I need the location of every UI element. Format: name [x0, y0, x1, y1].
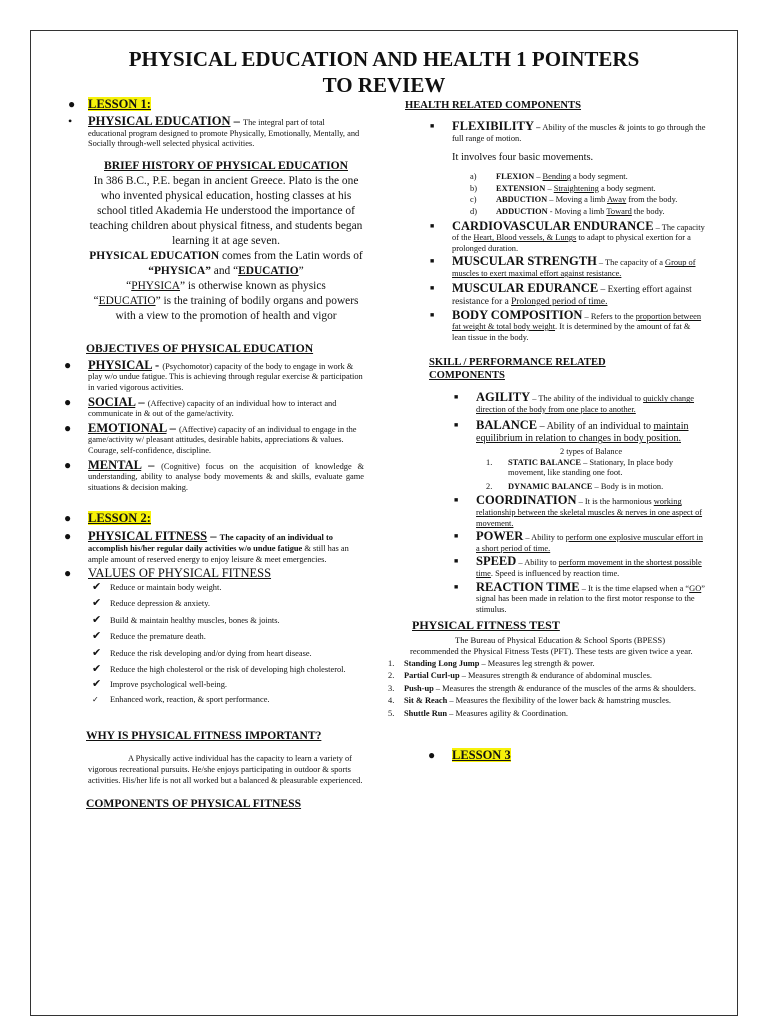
objective-term: SOCIAL	[88, 394, 136, 409]
power-text: – Ability to	[523, 533, 566, 543]
objective-emotional	[64, 420, 364, 457]
item-number: 1.	[388, 658, 395, 668]
square-bullet-icon: ■	[454, 532, 459, 541]
endurance-text: – Exerting effort against resistance for a	[452, 284, 692, 307]
bodycomp-term: BODY COMPOSITION	[452, 307, 583, 322]
movement-term: EXTENSION	[496, 183, 546, 193]
speed-text-a: – Ability to	[516, 558, 559, 568]
bodycomp-text-a: – Refers to the	[582, 311, 636, 321]
objective-dash: –	[141, 457, 162, 472]
why-text: A Physically active individual has the capacity to learn a variety of vigorous recreational pursuits. He/she enjoys participating in outdoor & sports activities. His/her life is not all worked but a balanced & pleasurable experienced.	[88, 754, 363, 785]
test-term: Partial Curl-up	[404, 671, 460, 681]
title-line-2: TO REVIEW	[322, 73, 446, 97]
reaction-term: REACTION TIME	[476, 579, 580, 594]
pe-dash: –	[230, 114, 243, 128]
value-text: Build & maintain healthy muscles, bones & joints.	[110, 615, 280, 625]
square-bullet-icon: ■	[454, 496, 459, 505]
balance-type-text: – Stationary, In place body movement, like standing one foot.	[508, 457, 674, 478]
objective-social	[64, 394, 364, 420]
value-text: Improve psychological well-being.	[110, 680, 227, 690]
movement-rest: the body.	[631, 206, 665, 216]
cardio-text-b: to adapt to physical exertion for a prolonged duration.	[452, 233, 691, 253]
list-item	[470, 172, 706, 183]
check-icon: ✔	[92, 580, 102, 593]
movement-rest: a body segment.	[598, 183, 656, 193]
movement-term: ABDUCTION	[496, 195, 548, 205]
endurance-keyword: Prolonged period of time.	[511, 296, 608, 307]
check-icon: ✔	[92, 647, 102, 660]
bullet-icon: ●	[64, 457, 72, 472]
movement-keyword: Away	[606, 195, 627, 205]
bullet-icon: ●	[64, 420, 72, 435]
balance-type-text: – Body is in motion.	[592, 481, 664, 491]
health-heading: HEALTH RELATED COMPONENTS	[405, 100, 582, 111]
check-icon: ✔	[92, 630, 102, 643]
educatio-rest: ” is the training of bodily organs and powers with a view to the promotion of health and vigor	[115, 294, 359, 322]
list-item	[92, 580, 364, 594]
flexibility-text: Ability of the muscles & joints to go through the full range of motion.	[452, 123, 706, 143]
list-item	[92, 613, 364, 627]
objective-text: (Affective) capacity of an individual how to interact and communicate in & out of the game/activity.	[88, 398, 337, 419]
objective-term: PHYSICAL	[88, 357, 152, 372]
check-icon: ✔	[92, 662, 102, 675]
item-number: 5.	[388, 708, 395, 718]
square-bullet-icon: ■	[454, 393, 459, 402]
test-text: – Measures the flexibility of the lower back & hamstring muscles.	[447, 696, 672, 706]
objective-dash: –	[135, 394, 148, 409]
list-item	[92, 694, 364, 706]
flexibility-dash: –	[533, 123, 543, 132]
objective-physical	[64, 357, 364, 394]
list-item	[92, 597, 364, 610]
list-item	[486, 481, 706, 493]
lesson-2-label: LESSON 2:	[88, 511, 151, 526]
right-column	[388, 99, 706, 766]
test-intro: The Bureau of Physical Education & School Sports (BPESS) recommended the Physical Fitness Tests (PFT). These tests are given twice a year.	[410, 635, 693, 656]
movement-rest: a body segment.	[570, 172, 628, 182]
speed-text-b: . Speed is influenced by reaction time.	[490, 569, 620, 579]
objective-dash: –	[166, 420, 179, 435]
value-text: Reduce or maintain body weight.	[110, 582, 222, 592]
movement-dash: – Moving a limb	[547, 195, 607, 205]
movement-dash: - Moving a limb	[547, 206, 607, 216]
speed-item	[454, 554, 706, 579]
skill-heading: SKILL / PERFORMANCE RELATED COMPONENTS	[429, 357, 606, 382]
list-item	[92, 678, 364, 691]
square-bullet-icon: ■	[430, 122, 435, 130]
pf-dash: –	[207, 529, 220, 544]
lesson-3-row	[428, 747, 706, 766]
value-text: Reduce the high cholesterol or the risk of developing high cholesterol.	[110, 664, 346, 674]
health-list	[388, 121, 706, 144]
coordination-term: COORDINATION	[476, 493, 577, 508]
bodycomp-item	[430, 307, 706, 344]
pe-text: The integral part of total educational program designed to promote Physically, Emotionally, Mentally, and Socially through-well selected physical activities.	[88, 118, 360, 149]
movement-keyword: Straightening	[553, 183, 599, 193]
origin-term: PHYSICAL EDUCATION	[89, 249, 220, 262]
strength-item	[430, 254, 706, 279]
balance-type-term: DYNAMIC BALANCE	[508, 481, 593, 491]
pf-bold-text: The capacity of an individual to accomplish his/her regular daily activities w/o undue fatigue	[88, 533, 333, 553]
test-term: Shuttle Run	[404, 708, 448, 718]
physica-word: PHYSICA	[131, 279, 180, 292]
list-item	[486, 457, 706, 479]
tests-list	[388, 659, 706, 720]
balance-types-list	[476, 458, 706, 493]
lesson-3-label: LESSON 3	[452, 747, 511, 762]
coordination-text: – It is the harmonious	[576, 497, 654, 507]
bullet-icon: ●	[428, 747, 436, 762]
item-letter: b)	[470, 183, 477, 193]
bullet-icon: ●	[64, 529, 72, 544]
power-term: POWER	[476, 529, 524, 544]
test-text: – Measures leg strength & power.	[479, 658, 595, 668]
value-text: Reduce depression & anxiety.	[110, 599, 210, 609]
movements-intro: It involves four basic movements.	[452, 152, 594, 164]
strength-term: MUSCULAR STRENGTH	[452, 254, 597, 269]
origin-and: and “	[210, 264, 239, 277]
bullet-icon: ●	[64, 566, 72, 581]
check-icon: ✔	[92, 678, 102, 691]
values-heading-row	[64, 566, 364, 581]
movement-term: ADDUCTION	[496, 206, 548, 216]
strength-text: – The capacity of a	[596, 258, 666, 268]
coordination-keyword: working relationship between the skeletal muscles & nerves in one aspect of movement.	[476, 497, 703, 528]
endurance-item	[430, 280, 706, 308]
cardio-term: CARDIOVASCULAR ENDURANCE	[452, 218, 654, 233]
bodycomp-keyword: proportion between fat weight & total body weight	[452, 311, 702, 332]
square-bullet-icon: ■	[430, 257, 435, 266]
balance-text: – Ability of an individual to	[537, 420, 654, 432]
lesson-2-row	[64, 511, 364, 529]
pf-definition	[64, 529, 364, 565]
test-text: – Measures agility & Coordination.	[447, 708, 569, 718]
item-number: 3.	[388, 683, 395, 693]
objective-term: EMOTIONAL	[88, 420, 167, 435]
test-text: – Measures strength & endurance of abdominal muscles.	[459, 671, 652, 681]
physica-text	[88, 279, 364, 294]
flexibility-term: FLEXIBILITY	[452, 119, 534, 133]
flexibility-item	[430, 119, 706, 144]
educatio-text	[88, 294, 364, 324]
list-item	[388, 696, 706, 707]
skill-list	[388, 392, 706, 615]
bullet-icon: ●	[64, 357, 72, 372]
movement-keyword: Bending	[542, 172, 571, 182]
square-bullet-icon: ■	[454, 557, 459, 566]
speed-term: SPEED	[476, 554, 517, 569]
components-heading: COMPONENTS OF PHYSICAL FITNESS	[86, 797, 302, 811]
movement-term: FLEXION	[496, 172, 535, 182]
agility-term: AGILITY	[476, 390, 531, 405]
health-list-2	[388, 218, 706, 344]
value-text: Reduce the risk developing and/or dying from heart disease.	[110, 649, 312, 659]
origin-physica: “PHYSICA”	[148, 264, 211, 277]
test-text: – Measures the strength & endurance of the muscles of the arms & shoulders.	[433, 683, 696, 693]
balance-item	[454, 417, 706, 447]
bullet-icon: ●	[64, 394, 72, 409]
history-text: In 386 B.C., P.E. began in ancient Greece. Plato is the one who invented physical education, hosting classes at his school titled Akademia He understood the importance of teaching children about physical fitness, and students began learning it at age seven.	[89, 174, 363, 247]
test-heading: PHYSICAL FITNESS TEST	[412, 618, 560, 633]
educatio-open: “	[93, 294, 99, 307]
list-item	[388, 683, 706, 695]
pf-term: PHYSICAL FITNESS	[88, 529, 208, 544]
list-item	[388, 671, 706, 682]
values-heading: VALUES OF PHYSICAL FITNESS	[88, 566, 272, 581]
objectives-heading: OBJECTIVES OF PHYSICAL EDUCATION	[86, 341, 314, 355]
reaction-keyword: GO	[689, 583, 702, 593]
list-item	[92, 647, 364, 660]
lesson-1-label: LESSON 1:	[88, 97, 151, 111]
value-text: Reduce the premature death.	[110, 632, 206, 642]
square-bullet-icon: ■	[430, 310, 435, 319]
why-heading: WHY IS PHYSICAL FITNESS IMPORTANT?	[86, 729, 322, 743]
objective-mental	[64, 457, 364, 494]
test-term: Standing Long Jump	[404, 658, 480, 668]
square-bullet-icon: ■	[454, 582, 459, 591]
lesson-1-row	[68, 97, 364, 115]
item-number: 1.	[486, 457, 493, 467]
history-heading: BRIEF HISTORY OF PHYSICAL EDUCATION	[104, 158, 348, 172]
movement-dash: –	[545, 183, 554, 193]
objective-dash: -	[151, 357, 163, 372]
physica-open: “	[126, 279, 132, 292]
title-line-1: PHYSICAL EDUCATION AND HEALTH 1 POINTERS	[128, 47, 640, 71]
balance-term: BALANCE	[476, 417, 538, 432]
test-term: Push-up	[404, 683, 434, 693]
endurance-term: MUSCULAR EDURANCE	[452, 280, 599, 295]
agility-text: – The ability of the individual to	[530, 394, 644, 404]
origin-text	[88, 249, 364, 279]
item-letter: c)	[470, 195, 477, 205]
reaction-text-a: – It is the time elapsed when a “	[579, 583, 690, 593]
item-number: 4.	[388, 696, 395, 706]
movements-list	[388, 172, 706, 217]
origin-educatio: EDUCATIO	[238, 264, 299, 277]
square-bullet-icon: ■	[454, 420, 459, 429]
objective-term: MENTAL	[88, 457, 142, 472]
movement-rest: from the body.	[626, 195, 678, 205]
square-bullet-icon: ■	[430, 221, 435, 230]
physica-rest: ” is otherwise known as physics	[179, 279, 326, 292]
movement-keyword: Toward	[606, 206, 632, 216]
coordination-item	[454, 493, 706, 529]
reaction-text-b: ” signal has been made in relation to the first motor response to the stimulus.	[476, 583, 705, 614]
page-title	[40, 46, 728, 98]
square-bullet-icon: ■	[430, 283, 435, 292]
left-column	[64, 97, 364, 811]
power-item	[454, 529, 706, 554]
list-item	[388, 708, 706, 720]
cardio-text-a: – The capacity of the	[452, 222, 705, 243]
cardio-item	[430, 218, 706, 255]
bullet-icon: •	[68, 114, 73, 128]
bullet-icon: ●	[68, 97, 76, 111]
speed-keyword: perform movement in the shortest possible time	[476, 558, 702, 579]
pf-text: & still has an ample amount of reserved energy to enjoy leisure & meet emergencies.	[88, 543, 349, 564]
balance-types: 2 types of Balance	[559, 447, 623, 457]
objective-text: (Psychomotor) capacity of the body to engage in work & play w/o undue fatigue. This is achieving through regular exercise & participation in varied vigorous activities.	[88, 361, 363, 392]
strength-keyword: Group of muscles to exert maximal effort against resistance.	[452, 258, 696, 278]
item-letter: a)	[470, 172, 477, 182]
list-item	[470, 195, 706, 206]
list-item	[92, 630, 364, 643]
balance-keyword: maintain equilibrium in relation to changes in body position.	[476, 420, 689, 445]
pe-term: PHYSICAL EDUCATION	[88, 114, 231, 128]
value-text: Enhanced work, reaction, & sport performance.	[110, 694, 270, 704]
values-list	[88, 580, 364, 706]
balance-type-term: STATIC BALANCE	[508, 457, 581, 467]
check-icon: ✓	[92, 694, 99, 704]
list-item	[470, 206, 706, 218]
objective-text: (Affective) capacity of an individual to engage in the game/activity w/ pleasant attitudes, desirable habits, appreciations & values. Courage, self-confidence, discipline.	[88, 424, 357, 455]
movement-dash: –	[534, 172, 543, 182]
test-term: Sit & Reach	[404, 696, 448, 706]
check-icon: ✔	[92, 613, 102, 626]
bodycomp-text-b: . It is determined by the amount of fat & lean tissue in the body.	[452, 322, 691, 342]
item-letter: d)	[470, 206, 477, 216]
educatio-word: EDUCATIO	[98, 294, 156, 307]
list-item	[92, 662, 364, 676]
list-item	[388, 658, 706, 670]
item-number: 2.	[388, 671, 395, 681]
pe-definition	[68, 114, 364, 150]
agility-keyword: quickly change direction of the body from one place to another.	[476, 394, 695, 414]
cardio-keyword: Heart, Blood vessels, & Lungs	[473, 233, 577, 243]
objective-text: (Cognitive) focus on the acquisition of knowledge & understanding, ability to analyse body movements & and skills, evaluate game situations & decision making.	[88, 461, 364, 492]
origin-end: ”	[298, 264, 304, 277]
list-item	[470, 183, 706, 195]
item-number: 2.	[486, 481, 493, 491]
power-keyword: perform one explosive muscular effort in a short period of time.	[476, 533, 703, 553]
reaction-item	[454, 579, 706, 616]
bullet-icon: ●	[64, 511, 72, 526]
origin-mid: comes from the Latin words of	[219, 249, 363, 262]
check-icon: ✔	[92, 597, 102, 610]
agility-item	[454, 390, 706, 415]
